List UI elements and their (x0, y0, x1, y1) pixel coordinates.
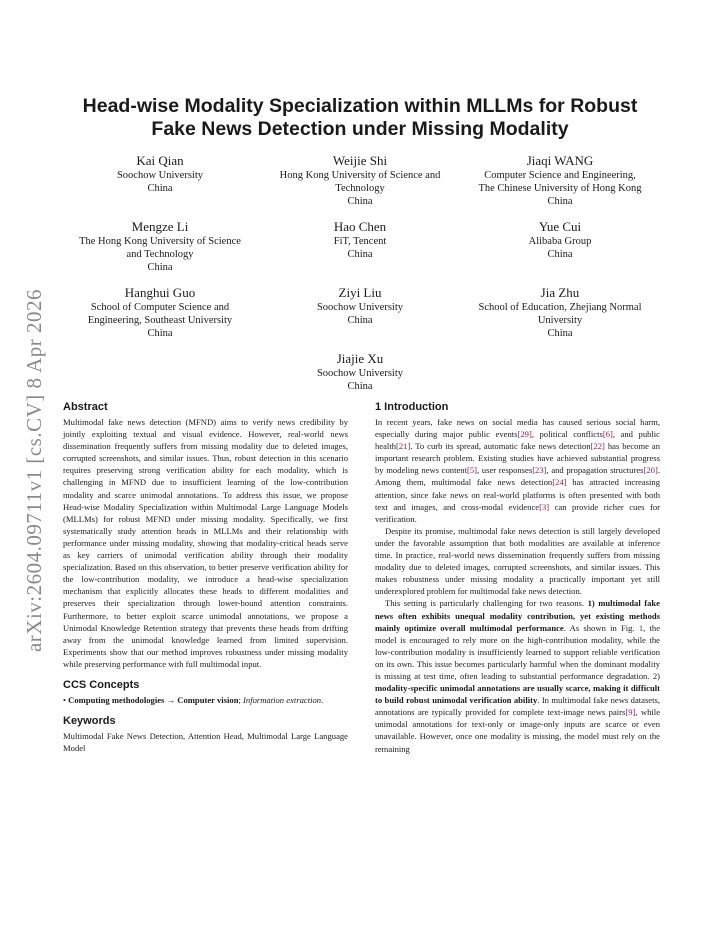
body-text: . Among them, multimodal fake news detection (375, 465, 660, 488)
author-name: Ziyi Liu (338, 285, 382, 300)
ccs-end: . (321, 694, 324, 705)
author-affiliation-line: China (147, 262, 173, 273)
keywords-text: Multimodal Fake News Detection, Attention Head, Multimodal Large Language Model (63, 731, 348, 754)
author-name: Jiaqi WANG (526, 153, 594, 168)
author-affiliation-line: Alibaba Group (528, 236, 592, 247)
emphasis-text: 1) multimodal fake news often exhibits unequal modality contribution, yet existing methods mainly optimize overall multimodal performance (375, 598, 660, 633)
author-affiliation-line: China (147, 328, 173, 339)
citation-link[interactable]: 1 (638, 622, 644, 633)
author-name: Jiajie Xu (336, 351, 384, 366)
citation-link[interactable]: [6] (602, 429, 613, 440)
author-0 (60, 152, 260, 195)
author-4 (260, 218, 460, 261)
author-affiliation-line: Hong Kong University of Science and (279, 170, 441, 181)
citation-link[interactable]: [5] (466, 465, 477, 476)
author-affiliation-line: Soochow University (316, 368, 404, 379)
author-affiliation-line: The Hong Kong University of Science (79, 236, 241, 247)
author-6 (60, 284, 260, 340)
ccs-text (63, 694, 348, 706)
body-text: , user responses (477, 465, 533, 476)
ccs-heading: CCS Concepts (63, 678, 140, 691)
author-affiliation-line: China (347, 315, 373, 326)
ccs-separator: ; (238, 694, 244, 705)
body-text: . To curb its spread, automatic fake news detection (410, 441, 591, 452)
body-text: , the model is encouraged to rely more on the high-contribution modality, while the low-contribution modality is insufficiently learned to support reliable verification on its own. This issue becomes particularly harmful when the dominant modality is missing at test time, often leading to substantial performance degradation. 2) (375, 622, 661, 681)
keywords-heading: Keywords (63, 715, 116, 728)
author-affiliation-line: China (347, 196, 373, 207)
intro-paragraph-2: Despite its promise, multimodal fake news detection is still largely developed under the favorable assumption that both modalities are available at inference time. In practice, real-world news dissemination frequently suffers from missing modality due to deleted images, corrupted screenshots, and similar issues. This makes robustness under missing modality a practically important yet still underexplored problem for multimodal fake news detection. (375, 525, 660, 597)
author-affiliation-line: School of Computer Science and (90, 302, 230, 313)
citation-link[interactable]: [22] (590, 441, 605, 452)
author-affiliation-line: University (537, 315, 583, 326)
abstract-heading: Abstract (63, 401, 108, 413)
intro-paragraph-3 (375, 597, 660, 754)
citation-link[interactable]: [29] (517, 429, 532, 440)
citation-link[interactable]: [23] (532, 465, 547, 476)
author-affiliation-line: and Technology (126, 249, 194, 260)
author-8 (460, 284, 660, 340)
abstract-text: Multimodal fake news detection (MFND) aims to verify news credibility by jointly exploiting textual and visual evidence. However, real-world news dissemination frequently suffers from missing modality due to deleted images, corrupted screenshots, and similar issues. Thus, robust detection in this scenario requires preserving strong verification ability for each modality, which is challenging in MFND due to insufficient learning of the low-contribution modality and scarce unimodal annotations. To address this issue, we propose Head-wise Modality Specialization within Multimodal Large Language Models (MLLMs) for robust MFND under missing modality. Specifically, we first systematically study attention heads in MLLMs and their relationship with performance under missing modality, showing that modality-critical heads serve as key carriers of unimodal verification ability through their modality specialization. Based on this observation, to better preserve verification ability for the low-contribution modality, we introduce a head-wise specialization mechanism that explicitly allocates these heads to different modalities and preserves their specialization through lower-bound attention constraints. Furthermore, to better exploit scarce unimodal annotations, we propose a Unimodal Knowledge Retention strategy that prevents these heads from drifting away from the unimodal knowledge learned from limited supervision. Experiments show that our method improves robustness under missing modality while preserving performance with full multimodal input. (63, 417, 348, 669)
body-text: This setting is particularly challenging for two reasons. (385, 598, 588, 609)
right-column (375, 400, 660, 755)
body-text: . In multimodal fake news datasets, annotations are typically provided for complete text-image news pairs (375, 695, 660, 718)
author-7 (260, 284, 460, 327)
author-name: Jia Zhu (540, 285, 580, 300)
author-affiliation-line: School of Education, Zhejiang Normal (478, 302, 642, 313)
author-affiliation-line: China (147, 183, 173, 194)
citation-link[interactable]: [3] (539, 501, 550, 512)
author-affiliation-line: China (547, 249, 573, 260)
body-text: has attracted increasing attention, since fake news on real-world platforms is often presented with both text and images, and cross-modal evidence (375, 477, 660, 512)
citation-link[interactable]: [21] (396, 441, 411, 452)
author-affiliation-line: The Chinese University of Hong Kong (478, 183, 642, 194)
ccs-concept: Computing methodologies → Computer vision (68, 694, 239, 705)
ccs-subconcept: Information extraction (243, 694, 322, 705)
intro-paragraph-1 (375, 416, 660, 525)
body-text: can provide richer cues for verification. (375, 501, 660, 524)
emphasis-text: modality-specific unimodal annotations are usually scarce, making it difficult to build robust unimodal verification ability (375, 683, 660, 706)
paper-title: Head-wise Modality Specialization within MLLMs for Robust Fake News Detection under Missing Modality (82, 95, 638, 140)
introduction-heading: 1 Introduction (375, 401, 449, 413)
author-affiliation-line: China (347, 381, 373, 392)
arxiv-identifier (22, 255, 48, 685)
body-text: . As shown in Fig. (563, 622, 639, 633)
author-5 (460, 218, 660, 261)
left-column (63, 400, 348, 754)
body-text: , political conflicts (531, 429, 603, 440)
arxiv-id-text: arXiv:2604.09711v1 [cs.CV] 8 Apr 2026 (22, 288, 47, 652)
author-1 (260, 152, 460, 208)
author-affiliation-line: Engineering, Southeast University (87, 315, 233, 326)
author-name: Hanghui Guo (124, 285, 196, 300)
body-text: has become an important research problem. Existing studies have achieved substantial progress by modeling news content (375, 441, 660, 476)
citation-link[interactable]: [24] (552, 477, 567, 488)
author-9 (260, 350, 460, 393)
body-text: In recent years, fake news on social media has caused serious social harm, especially during major public events (375, 417, 660, 440)
citation-link[interactable]: [20] (643, 465, 658, 476)
author-name: Yue Cui (538, 219, 582, 234)
author-affiliation-line: Technology (335, 183, 385, 194)
author-affiliation-line: China (547, 328, 573, 339)
body-text: , while unimodal annotations for text-only or image-only inputs are scarce or even unavailable. However, once one modality is missing, the model must rely on the remaining (375, 707, 661, 754)
author-affiliation-line: Soochow University (316, 302, 404, 313)
author-3 (60, 218, 260, 274)
author-affiliation-line: Soochow University (116, 170, 204, 181)
body-text: , and public health (375, 429, 660, 452)
author-name: Mengze Li (131, 219, 189, 234)
author-name: Weijie Shi (332, 153, 388, 168)
author-name: Hao Chen (333, 219, 387, 234)
author-affiliation-line: China (347, 249, 373, 260)
ccs-bullet: • (63, 694, 69, 705)
citation-link[interactable]: [9] (625, 707, 636, 718)
author-affiliation-line: FiT, Tencent (333, 236, 387, 247)
author-affiliation-line: China (547, 196, 573, 207)
author-name: Kai Qian (136, 153, 184, 168)
author-2 (460, 152, 660, 208)
author-affiliation-line: Computer Science and Engineering, (484, 170, 636, 181)
body-text: , and propagation structures (546, 465, 644, 476)
